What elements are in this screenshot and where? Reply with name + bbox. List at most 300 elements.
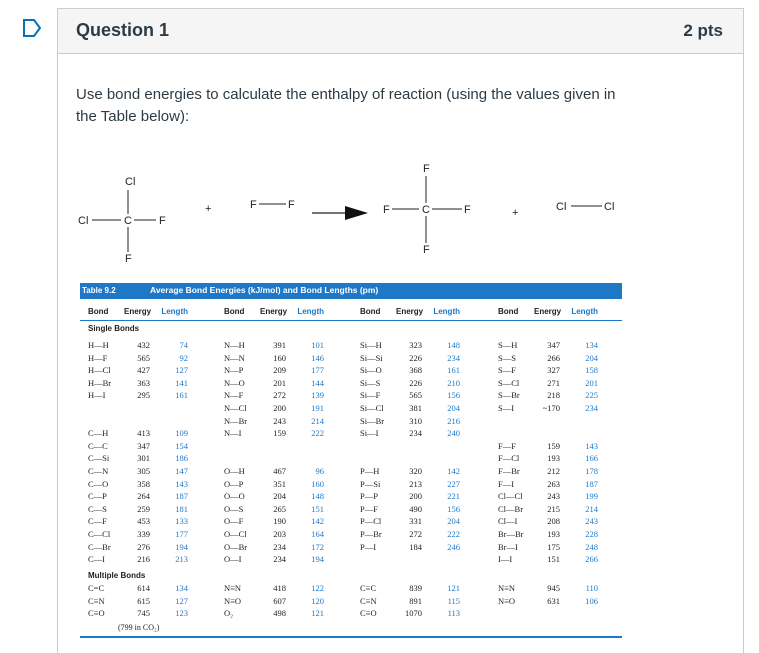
header-energy: Energy: [260, 307, 288, 316]
atom-label: F: [250, 199, 257, 211]
length-cell: 141: [175, 377, 188, 388]
energy-cell: 243: [547, 491, 560, 502]
product-cf4: [383, 163, 471, 256]
length-cell: 227: [447, 478, 460, 489]
table-row: [498, 340, 598, 350]
length-cell: 204: [585, 352, 598, 363]
length-cell: 123: [175, 608, 188, 619]
bond-cell: Cl—Br: [498, 503, 524, 514]
length-cell: 161: [447, 365, 460, 376]
energy-cell: 427: [137, 365, 150, 376]
bond-cell: N—O: [224, 377, 245, 388]
energy-cell: 215: [547, 503, 560, 514]
table-row: [224, 529, 324, 539]
table-row: [360, 416, 460, 426]
bond-cell: P—H: [360, 466, 380, 476]
energy-cell: 271: [547, 377, 560, 388]
table-row: [88, 516, 188, 526]
table-row: [498, 583, 598, 593]
plus-sign: +: [512, 207, 519, 219]
bond-cell: H—Br: [88, 377, 112, 388]
length-cell: 210: [447, 377, 460, 388]
bond-cell: C≡C: [360, 583, 377, 593]
header-length: Length: [161, 307, 188, 316]
bond-cell: Si—H: [360, 340, 382, 350]
bond-cell: O₂: [224, 608, 234, 619]
table-row: [224, 479, 324, 489]
length-cell: 148: [311, 491, 324, 502]
energy-cell: 193: [547, 453, 560, 464]
header-length: Length: [571, 307, 598, 316]
energy-cell: 839: [409, 583, 422, 593]
table-row: [88, 491, 188, 501]
table-row: [88, 466, 188, 476]
length-cell: 164: [311, 529, 324, 539]
energy-cell: 301: [137, 453, 150, 464]
question-points: 2 pts: [683, 21, 723, 40]
energy-cell: 565: [409, 390, 422, 401]
energy-cell: 193: [547, 529, 560, 539]
section-label-single: Single Bonds: [88, 324, 140, 333]
length-cell: 225: [585, 390, 598, 401]
length-cell: 120: [311, 595, 324, 606]
table-row: [360, 428, 460, 438]
energy-cell: 453: [137, 516, 150, 527]
length-cell: 148: [447, 340, 460, 350]
length-cell: 74: [179, 340, 188, 350]
length-cell: 144: [311, 377, 324, 388]
length-cell: 204: [447, 403, 460, 413]
energy-cell: 363: [137, 377, 150, 388]
length-cell: 204: [447, 516, 460, 527]
energy-cell: 305: [137, 466, 150, 476]
table-row: [360, 340, 460, 350]
length-cell: 186: [175, 453, 188, 464]
table-row: [360, 542, 460, 552]
bond-cell: S—Cl: [498, 377, 520, 388]
table-row: [498, 403, 598, 413]
bond-cell: S—Br: [498, 390, 520, 401]
header-bond: Bond: [224, 307, 245, 316]
energy-cell: 234: [409, 428, 422, 439]
length-cell: 178: [585, 466, 598, 476]
table-row: [224, 583, 324, 593]
table-header-row: [498, 307, 598, 316]
length-cell: 177: [311, 365, 324, 376]
bond-cell: H—H: [88, 340, 109, 350]
energy-cell: 218: [547, 390, 560, 401]
bond-cell: N—Cl: [224, 403, 247, 413]
product-cl2: [556, 201, 614, 213]
table-row: [88, 542, 188, 552]
header-bond: Bond: [360, 307, 381, 316]
length-cell: 101: [311, 340, 324, 350]
energy-cell: 323: [409, 340, 422, 350]
energy-cell: 264: [137, 491, 150, 502]
table-row: [88, 529, 188, 539]
energy-cell: 358: [137, 478, 150, 489]
bond-cell: Cl—I: [498, 516, 518, 527]
table-header-row: [88, 307, 188, 316]
energy-cell: 160: [273, 352, 286, 363]
table-row: [360, 390, 460, 400]
energy-cell: 745: [137, 608, 150, 619]
bond-cell: F—I: [498, 478, 515, 489]
bond-cell: Si—Cl: [360, 403, 384, 413]
atom-label: F: [288, 199, 295, 211]
length-cell: 147: [175, 466, 188, 476]
atom-label: F: [383, 204, 390, 216]
table-row: [224, 516, 324, 526]
length-cell: 161: [175, 390, 188, 401]
energy-cell: 213: [409, 478, 422, 489]
energy-cell: 467: [273, 466, 286, 476]
bond-cell: P—I: [360, 541, 377, 552]
length-cell: 139: [311, 390, 324, 401]
energy-cell: 614: [137, 583, 150, 593]
length-cell: 216: [447, 415, 460, 426]
length-cell: 133: [175, 516, 188, 527]
energy-cell: 498: [273, 608, 286, 619]
energy-cell: 159: [547, 440, 560, 451]
energy-cell: 212: [547, 466, 560, 476]
bond-cell: Si—Br: [360, 415, 385, 426]
length-cell: 160: [311, 478, 324, 489]
length-cell: 246: [447, 541, 460, 552]
energy-cell: 200: [273, 403, 286, 413]
length-cell: 110: [585, 583, 598, 593]
table-row: [88, 554, 188, 564]
table-row: [88, 583, 188, 593]
table-row: [498, 466, 598, 476]
bond-cell: P—Cl: [360, 516, 382, 527]
table-row: [498, 441, 598, 451]
bond-cell: C=C: [88, 583, 105, 593]
length-cell: 92: [179, 352, 188, 363]
table-row: [498, 479, 598, 489]
length-cell: 243: [585, 516, 598, 527]
bond-cell: F—F: [498, 440, 516, 451]
bond-cell: O—I: [224, 554, 242, 565]
energy-cell: 413: [137, 428, 150, 439]
energy-cell: 276: [137, 541, 150, 552]
table-row: [88, 340, 188, 350]
bond-cell: Cl—Cl: [498, 491, 523, 502]
length-cell: 194: [175, 541, 188, 552]
table-row: [224, 542, 324, 552]
length-cell: 199: [585, 491, 598, 502]
energy-cell: 490: [409, 503, 422, 514]
energy-cell: 263: [547, 478, 560, 489]
table-row: [360, 378, 460, 388]
table-row: [224, 390, 324, 400]
question-title: Question 1: [76, 20, 170, 40]
question-prompt: Use bond energies to calculate the enthalpy of reaction (using the values given in the Table below):: [76, 86, 616, 125]
table-row: [88, 428, 188, 438]
header-energy: Energy: [124, 307, 152, 316]
table-title: Average Bond Energies (kJ/mol) and Bond Lengths (pm): [150, 285, 379, 295]
bond-cell: C—H: [88, 428, 109, 439]
bond-cell: C≡O: [88, 608, 105, 619]
length-cell: 143: [175, 478, 188, 489]
energy-cell: ~170: [542, 403, 560, 413]
table-row: [360, 466, 460, 476]
table-row: [224, 596, 324, 606]
table-row: [360, 491, 460, 501]
bond-cell: O—Cl: [224, 529, 247, 539]
energy-cell: 320: [409, 466, 422, 476]
length-cell: 106: [585, 595, 598, 606]
table-row: [360, 403, 460, 413]
bond-cell: S—S: [498, 352, 516, 363]
table-row: [88, 441, 188, 451]
table-row: [88, 365, 188, 375]
atom-label: Cl: [556, 201, 567, 213]
bond-cell: S—H: [498, 340, 518, 350]
header-bond: Bond: [88, 307, 109, 316]
energy-cell: 391: [273, 340, 286, 350]
atom-label: Cl: [604, 201, 615, 213]
length-cell: 172: [311, 541, 324, 552]
energy-cell: 266: [547, 352, 560, 363]
table-row: [498, 365, 598, 375]
bond-cell: H—F: [88, 352, 108, 363]
length-cell: 214: [585, 503, 598, 514]
bond-cell: N—I: [224, 428, 242, 439]
bond-cell: C—Si: [88, 453, 110, 464]
bond-cell: Si—Si: [360, 352, 383, 363]
length-cell: 127: [175, 595, 188, 606]
table-row: [224, 554, 324, 564]
reaction-arrow: [312, 206, 368, 220]
length-cell: 191: [311, 403, 324, 413]
length-cell: 222: [447, 529, 460, 539]
table-row: [88, 378, 188, 388]
table-row: [360, 353, 460, 363]
table-row: [224, 353, 324, 363]
table-header-row: [224, 307, 324, 316]
table-row: [360, 504, 460, 514]
energy-cell: 234: [273, 541, 286, 552]
table-row: [88, 608, 188, 618]
bond-cell: Si—I: [360, 428, 379, 439]
energy-cell: 272: [273, 390, 286, 401]
bond-cell: I—I: [498, 554, 513, 565]
energy-cell: 418: [273, 583, 286, 593]
length-cell: 177: [175, 529, 188, 539]
energy-cell: 381: [409, 403, 422, 413]
length-cell: 201: [585, 377, 598, 388]
bond-cell: C≡O: [360, 608, 377, 619]
energy-cell: 615: [137, 595, 150, 606]
length-cell: 134: [585, 340, 598, 350]
table-row: [224, 428, 324, 438]
section-label-multiple: Multiple Bonds: [88, 571, 146, 580]
length-cell: 113: [447, 608, 460, 619]
energy-cell: 347: [137, 440, 150, 451]
length-cell: 266: [585, 554, 598, 565]
length-cell: 187: [585, 478, 598, 489]
table-row: [88, 353, 188, 363]
length-cell: 158: [585, 365, 598, 376]
energy-cell: 200: [409, 491, 422, 502]
length-cell: 156: [447, 503, 460, 514]
bond-cell: C—F: [88, 516, 107, 527]
bond-cell: S—F: [498, 365, 516, 376]
energy-cell: 243: [273, 415, 286, 426]
atom-label: F: [464, 204, 471, 216]
length-cell: 166: [585, 453, 598, 464]
energy-cell: 204: [273, 491, 286, 502]
table-row: [360, 365, 460, 375]
bond-cell: H—I: [88, 390, 106, 401]
atom-label: Cl: [125, 176, 136, 188]
table-row: [360, 583, 460, 593]
length-cell: 115: [447, 595, 460, 606]
atom-label: F: [125, 253, 132, 265]
table-row: [224, 340, 324, 350]
table-row: [498, 504, 598, 514]
table-tag: Table 9.2: [82, 286, 116, 295]
bond-cell: Br—I: [498, 541, 518, 552]
length-cell: 194: [311, 554, 324, 565]
length-cell: 234: [585, 403, 598, 413]
energy-cell: 184: [409, 541, 422, 552]
table-row: [360, 516, 460, 526]
table-bottom-rule: [80, 636, 622, 638]
energy-cell: 891: [409, 595, 422, 606]
bond-cell: F—Cl: [498, 453, 520, 464]
length-cell: 181: [175, 503, 188, 514]
bond-cell: N≡O: [498, 595, 516, 606]
atom-label: F: [423, 163, 430, 175]
bond-cell: S—I: [498, 403, 515, 413]
energy-cell: 945: [547, 583, 560, 593]
table-row: [88, 504, 188, 514]
bond-cell: N≡N: [224, 583, 242, 593]
table-row: [88, 479, 188, 489]
table-row: [360, 529, 460, 539]
energy-cell: 226: [409, 377, 422, 388]
table-row: [224, 365, 324, 375]
bond-cell: C—P: [88, 491, 107, 502]
energy-cell: 347: [547, 340, 560, 350]
energy-cell: 209: [273, 365, 286, 376]
atom-label: Cl: [78, 215, 89, 227]
length-cell: 214: [311, 415, 324, 426]
table-row: [360, 608, 460, 618]
reactant-f2: [250, 199, 295, 211]
table-row: [498, 491, 598, 501]
bond-cell: O—S: [224, 503, 244, 514]
length-cell: 146: [311, 352, 324, 363]
header-length: Length: [433, 307, 460, 316]
bond-cell: Br—Br: [498, 529, 524, 539]
length-cell: 222: [311, 428, 324, 439]
table-row: [360, 596, 460, 606]
bond-cell: O—F: [224, 516, 244, 527]
table-row: [498, 554, 598, 564]
energy-cell: 159: [273, 428, 286, 439]
bond-cell: C—Cl: [88, 529, 111, 539]
atom-label: C: [124, 215, 132, 227]
length-cell: 187: [175, 491, 188, 502]
table-row: [498, 390, 598, 400]
bond-cell: C—C: [88, 440, 108, 451]
bond-cell: C—S: [88, 503, 107, 514]
energy-cell: 216: [137, 554, 150, 565]
bond-cell: N≡O: [224, 595, 242, 606]
bond-cell: O—H: [224, 466, 245, 476]
bond-cell: P—Br: [360, 529, 382, 539]
bond-cell: P—P: [360, 491, 378, 502]
table-row: [224, 466, 324, 476]
bond-cell: Si—F: [360, 390, 381, 401]
atom-label: F: [159, 215, 166, 227]
bond-cell: O—P: [224, 478, 244, 489]
energy-cell: 151: [547, 554, 560, 565]
table-row: [224, 504, 324, 514]
table-row: [360, 479, 460, 489]
table-row: [88, 390, 188, 400]
energy-cell: 234: [273, 554, 286, 565]
length-cell: 151: [311, 503, 324, 514]
energy-cell: 331: [409, 516, 422, 527]
length-cell: 228: [585, 529, 598, 539]
bond-cell: N—Br: [224, 415, 248, 426]
plus-sign: +: [205, 203, 212, 215]
table-row: [498, 453, 598, 463]
length-cell: 213: [175, 554, 188, 565]
table-note: (799 in CO₂): [118, 623, 160, 632]
table-row: [498, 378, 598, 388]
energy-cell: 368: [409, 365, 422, 376]
energy-cell: 265: [273, 503, 286, 514]
bond-cell: N—N: [224, 352, 245, 363]
energy-cell: 327: [547, 365, 560, 376]
energy-cell: 631: [547, 595, 560, 606]
bond-cell: F—Br: [498, 466, 520, 476]
energy-cell: 203: [273, 529, 286, 539]
energy-cell: 310: [409, 415, 422, 426]
bond-cell: C≡N: [360, 595, 377, 606]
length-cell: 221: [447, 491, 460, 502]
length-cell: 134: [175, 583, 188, 593]
reactant-ccl2f2: [78, 176, 166, 265]
length-cell: 154: [175, 440, 188, 451]
bond-cell: Si—O: [360, 365, 382, 376]
energy-cell: 339: [137, 529, 150, 539]
bond-cell: H—Cl: [88, 365, 111, 376]
bond-cell: O—O: [224, 491, 245, 502]
energy-cell: 607: [273, 595, 286, 606]
length-cell: 143: [585, 440, 598, 451]
table-row: [88, 596, 188, 606]
energy-cell: 208: [547, 516, 560, 527]
reaction-diagram: [0, 0, 759, 290]
header-bond: Bond: [498, 307, 519, 316]
length-cell: 122: [311, 583, 324, 593]
bond-cell: C—I: [88, 554, 105, 565]
length-cell: 156: [447, 390, 460, 401]
bond-cell: Si—S: [360, 377, 381, 388]
table-row: [88, 453, 188, 463]
bond-cell: C—Br: [88, 541, 111, 552]
length-cell: 96: [315, 466, 324, 476]
length-cell: 127: [175, 365, 188, 376]
energy-cell: 1070: [405, 608, 422, 619]
table-row: [224, 378, 324, 388]
